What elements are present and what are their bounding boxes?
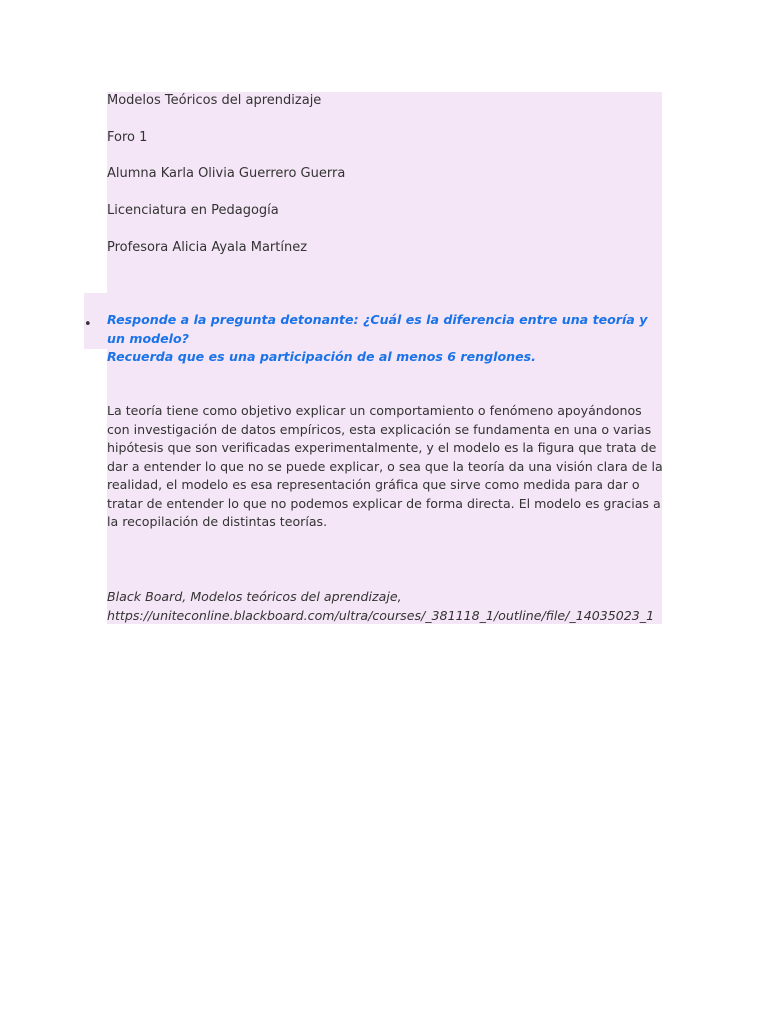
citation-source: Black Board, Modelos teóricos del aprendizaje,	[107, 589, 402, 604]
forum-label: Foro 1	[107, 130, 148, 145]
citation-url: https://uniteconline.blackboard.com/ultra/courses/_381118_1/outline/file/_14035023_1	[107, 608, 655, 623]
citation	[107, 587, 663, 625]
prompt-question	[107, 311, 667, 367]
prompt-line-2: Recuerda que es una participación de al menos 6 renglones.	[107, 349, 536, 364]
degree-name: Licenciatura en Pedagogía	[107, 203, 279, 218]
answer-paragraph: La teoría tiene como objetivo explicar un comportamiento o fenómeno apoyándonos con investigación de datos empíricos, esta explicación se fundamenta en una o varias hipótesis que son verificadas experimentalmente, y el modelo es la figura que trata de dar a entender lo que no se puede explicar, o sea que la teoría da una visión clara de la realidad, el modelo es esa representación gráfica que sirve como medida para dar o tratar de entender lo que no podemos explicar de forma directa. El modelo es gracias a la recopilación de distintas teorías.	[107, 403, 663, 529]
prompt-line-1: Responde a la pregunta detonante: ¿Cuál es la diferencia entre una teoría y un modelo?	[107, 312, 648, 346]
student-name: Alumna Karla Olivia Guerrero Guerra	[107, 166, 346, 181]
bullet-icon: •	[84, 317, 92, 332]
teacher-name: Profesora Alicia Ayala Martínez	[107, 240, 308, 255]
course-title: Modelos Teóricos del aprendizaje	[107, 93, 322, 108]
